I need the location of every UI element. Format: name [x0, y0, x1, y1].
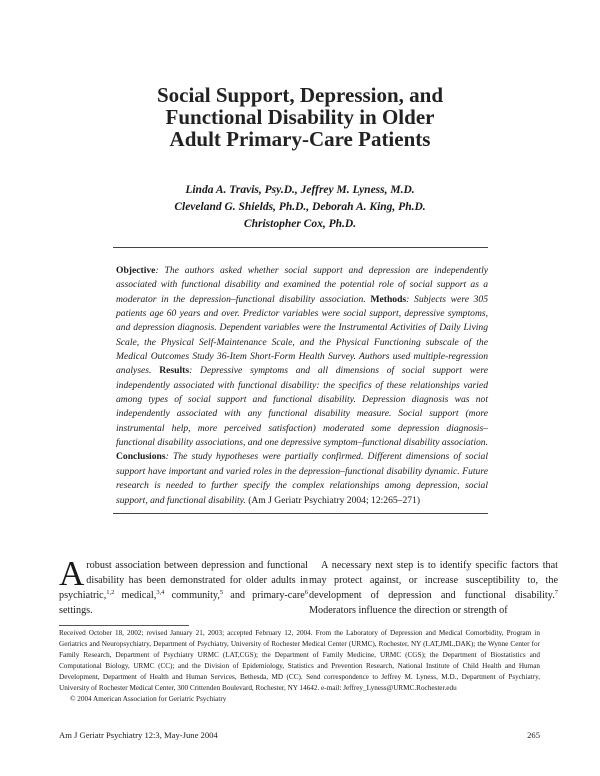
- body-text: settings.: [59, 605, 93, 616]
- drop-cap: A: [59, 554, 85, 593]
- title-line: Adult Primary-Care Patients: [169, 127, 431, 151]
- objective-text: : The authors asked whether social support and depression are independently associated with functional disability and examined the potential role of social support as a moderator in the depression–functional disability association.: [116, 265, 488, 305]
- body-text: community,: [164, 590, 220, 601]
- abstract-citation: (Am J Geriatr Psychiatry 2004; 12:265–271): [248, 494, 421, 506]
- author-list: [60, 182, 540, 233]
- footnote-rule: [59, 625, 189, 626]
- author-line: Linda A. Travis, Psy.D., Jeffrey M. Lyness, M.D.: [185, 184, 415, 196]
- body-column-right: [309, 558, 558, 618]
- objective-heading: Objective: [116, 265, 156, 276]
- title-line: Functional Disability in Older: [165, 105, 435, 129]
- footnote: Received October 18, 2002; revised January 21, 2003; accepted February 12, 2004. From the Laboratory of Depression and Medical Comorbidity, Program in Geriatrics and Neuropsychiatry, Department of Psychiatry, University of Rochester Medical Center (URMC), Rochester, NY (LAT,JML,DAK); the Wynne Center for Family Research, Department of Psychiatry URMC (LAT,CGS); the Department of Family Medicine, URMC (CGS); the Department of Biostatistics and Computational Biology, URMC (CC); and the Division of Epidemiology, Statistics and Prevention Research, National Institute of Child Health and Human Development, Department of Health and Human Services, Bethesda, MD (CC). Send correspondence to Jeffrey M. Lyness, M.D., Department of Psychiatry, University of Rochester Medical Center, 300 Crittenden Boulevard, Rochester, NY 14642. e-mail: Jeffrey_Lyness@URMC.Rochester.edu: [59, 629, 540, 693]
- author-line: Christopher Cox, Ph.D.: [243, 218, 357, 230]
- copyright-notice: © 2004 American Association for Geriatric Psychiatry: [70, 695, 227, 703]
- body-text: A necessary next step is to identify specific factors that may protect against, or increase susceptibility to, the development of depression and functional disability.: [309, 560, 558, 601]
- citation-ref: 7: [554, 589, 558, 596]
- body-text: robust association between depression and functional disability has been demonstrated for older adults in psychiatric,: [59, 560, 308, 601]
- body-text: and primary-care: [223, 590, 305, 601]
- abstract: [116, 264, 488, 508]
- page-number: 265: [527, 730, 540, 740]
- conclusions-text: : The study hypotheses were partially confirmed. Different dimensions of social support have important and varied roles in the depression–functional disability dynamic. Future research is needed to further specify the complex relationships among depression, social support, and functional disability.: [116, 451, 488, 506]
- article-title: [60, 84, 540, 150]
- running-footer-journal: Am J Geriatr Psychiatry 12:3, May-June 2004: [59, 730, 218, 740]
- methods-heading: Methods: [370, 293, 407, 305]
- abstract-top-rule: [113, 247, 488, 248]
- conclusions-heading: Conclusions: [116, 451, 166, 463]
- citation-ref: 5: [219, 589, 224, 596]
- abstract-bottom-rule: [113, 513, 488, 514]
- results-text: : Depressive symptoms and all dimensions of social support were independently associated with functional disability: the specifics of these relationships varied among types of social support and functional disability. Depression diagnosis was not independently associated with any functional disability measure. Social support (more instrumental help, more perceived satisfaction) moderated some depression diagnosis–functional disability associations, and one depressive symptom–functional disability association.: [116, 365, 488, 449]
- citation-ref: 1,2: [106, 589, 115, 596]
- author-line: Cleveland G. Shields, Ph.D., Deborah A. King, Ph.D.: [174, 201, 426, 213]
- body-text: medical,: [114, 590, 157, 601]
- citation-ref: 3,4: [156, 589, 165, 596]
- body-text: Moderators influence the direction or strength of: [309, 605, 508, 616]
- results-heading: Results: [159, 365, 190, 377]
- methods-text: : Subjects were 305 patients age 60 years and over. Predictor variables were social support, depressive symptoms, and depression diagnosis. Dependent variables were the Instrumental Activities of Daily Living Scale, the Physical Self-Maintenance Scale, and the Physical Functioning subscale of the Medical Outcomes Study 36-Item Short-Form Health Survey. Authors used multiple-regression analyses.: [116, 293, 489, 377]
- title-line: Social Support, Depression, and: [156, 83, 444, 107]
- citation-ref: 6: [304, 589, 309, 596]
- body-column-left: [59, 554, 309, 618]
